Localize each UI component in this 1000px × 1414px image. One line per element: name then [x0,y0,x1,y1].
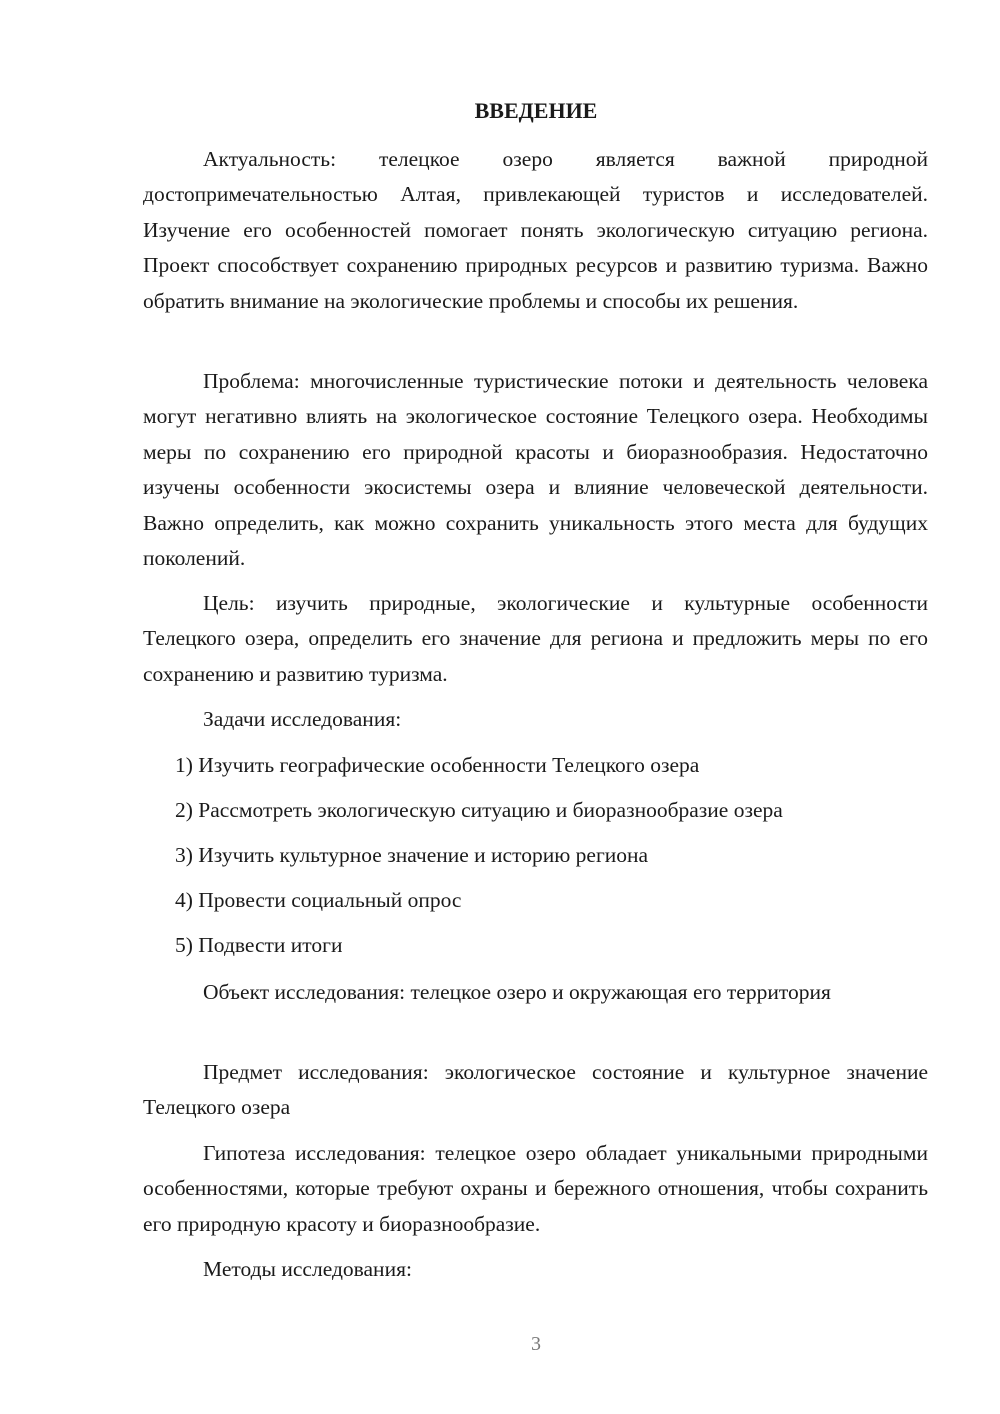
paragraph-problem: Проблема: многочисленные туристические потоки и деятельность человека могут негативно влиять на экологическое состояние Телецкого озера. Необходимы меры по сохранению его природной красоты и биоразнообразия. Недостаточно изучены особенности экосистемы озера и влияние человеческой деятельности. Важно определить, как можно сохранить уникальность этого места для будущих поколений. [143,369,928,571]
task-item-1: 1) Изучить географические особенности Телецкого озера [175,753,700,777]
page-title: ВВЕДЕНИЕ [474,98,598,123]
paragraph-hypothesis: Гипотеза исследования: телецкое озеро обладает уникальными природными особенностями, которые требуют охраны и бережного отношения, чтобы сохранить его природную красоту и биоразнообразие. [143,1141,928,1236]
task-item-5: 5) Подвести итоги [175,933,343,957]
paragraph-subject: Предмет исследования: экологическое состояние и культурное значение Телецкого озера [143,1060,928,1120]
paragraph-goal: Цель: изучить природные, экологические и культурные особенности Телецкого озера, определить его значение для региона и предложить меры по его сохранению и развитию туризма. [143,591,928,686]
page-number: 3 [531,1333,541,1355]
methods-heading: Методы исследования: [203,1257,412,1281]
task-item-4: 4) Провести социальный опрос [175,888,462,912]
tasks-heading: Задачи исследования: [203,707,402,731]
task-item-2: 2) Рассмотреть экологическую ситуацию и биоразнообразие озера [175,798,783,822]
paragraph-object: Объект исследования: телецкое озеро и окружающая его территория [203,980,831,1004]
task-item-3: 3) Изучить культурное значение и историю региона [175,843,649,867]
paragraph-relevance: Актуальность: телецкое озеро является важной природной достопримечательностью Алтая, привлекающей туристов и исследователей. Изучение его особенностей помогает понять экологическую ситуацию региона. Проект способствует сохранению природных ресурсов и развитию туризма. Важно обратить внимание на экологические проблемы и способы их решения. [143,147,928,313]
